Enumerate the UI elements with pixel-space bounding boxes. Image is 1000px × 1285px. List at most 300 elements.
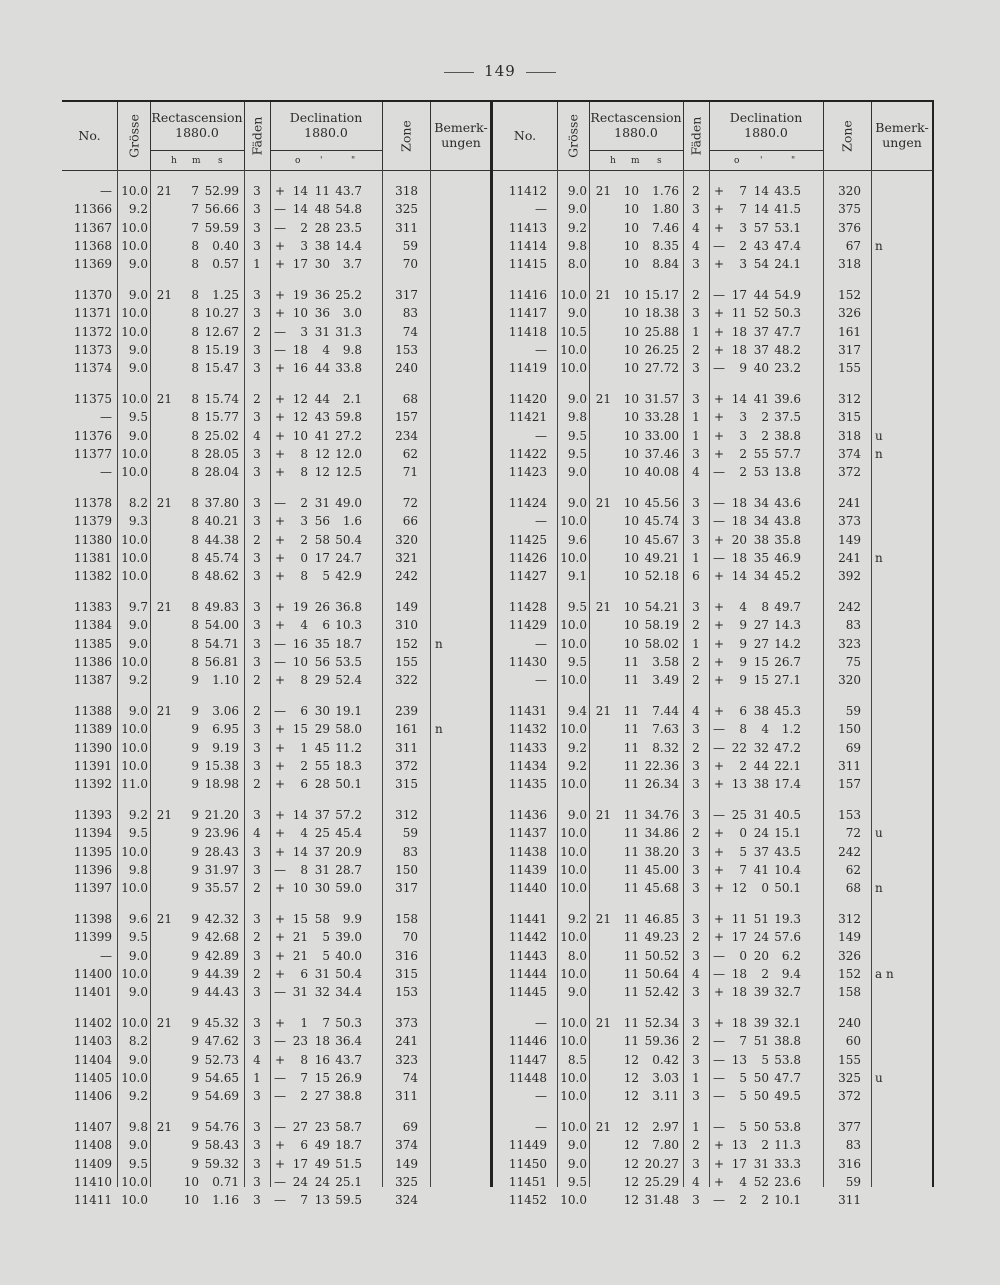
- cell-z: 59: [402, 826, 418, 841]
- row-group: [62, 286, 492, 390]
- cell-m: 9: [191, 1120, 199, 1134]
- cell-gr: 9.0: [567, 1156, 587, 1171]
- cell-dd: 6: [300, 966, 308, 981]
- table-row: [62, 1051, 492, 1069]
- cell-s: 3.03: [652, 1070, 679, 1085]
- table-row: [493, 702, 933, 720]
- cell-ds: 58.7: [335, 1120, 362, 1134]
- cell-sg: +: [713, 844, 725, 859]
- cell-m: 9: [191, 862, 199, 877]
- cell-ds: 54.9: [774, 288, 801, 302]
- cell-dd: 1: [300, 740, 308, 755]
- table-row: [493, 806, 933, 824]
- cell-m: 8: [191, 465, 199, 480]
- cell-f: 2: [692, 673, 700, 688]
- cell-f: 3: [253, 654, 261, 669]
- cell-ds: 54.8: [335, 202, 362, 217]
- cell-z: 242: [838, 600, 861, 614]
- cell-ds: 52.4: [335, 673, 362, 688]
- cell-gr: 11.0: [121, 777, 148, 792]
- cell-m: 8: [191, 654, 199, 669]
- cell-dm: 5: [322, 930, 330, 945]
- cell-dd: 1: [300, 1016, 308, 1030]
- cell-dd: 18: [731, 496, 747, 510]
- cell-m: 9: [191, 930, 199, 945]
- cell-dd: 22: [731, 740, 747, 755]
- cell-sg: +: [274, 569, 286, 584]
- cell-dd: 5: [739, 1089, 747, 1104]
- row-group: [62, 598, 492, 702]
- cell-gr: 10.0: [560, 342, 587, 357]
- cell-sg: —: [713, 722, 725, 737]
- cell-m: 8: [191, 428, 199, 443]
- cell-m: 9: [191, 740, 199, 755]
- table-row: [62, 1191, 492, 1209]
- table-row: [493, 824, 933, 842]
- cell-sg: +: [713, 654, 725, 669]
- cell-z: 323: [395, 1052, 418, 1067]
- cell-z: 242: [395, 569, 418, 584]
- cell-f: 3: [253, 1193, 261, 1208]
- cell-gr: 10.0: [560, 1120, 587, 1134]
- cell-s: 56.81: [204, 654, 239, 669]
- row-group: [62, 182, 492, 286]
- cell-z: 311: [838, 1193, 861, 1208]
- cell-z: 315: [395, 777, 418, 792]
- cell-z: 71: [402, 465, 418, 480]
- cell-gr: 10.0: [560, 1193, 587, 1208]
- cell-f: 3: [692, 202, 700, 217]
- cell-s: 1.80: [652, 202, 679, 217]
- table-row: [62, 616, 492, 634]
- cell-z: 59: [402, 238, 418, 253]
- table-row: [493, 739, 933, 757]
- table-row: [493, 983, 933, 1001]
- cell-ds: 49.5: [774, 1089, 801, 1104]
- cell-s: 59.32: [204, 1156, 239, 1171]
- cell-dd: 23: [292, 1034, 308, 1049]
- cell-f: 3: [253, 202, 261, 217]
- cell-gr: 10.0: [121, 392, 148, 406]
- cell-gr: 10.0: [560, 930, 587, 945]
- cell-gr: 9.0: [128, 1052, 148, 1067]
- cell-sg: —: [274, 342, 286, 357]
- cell-z: 155: [838, 361, 861, 376]
- cell-z: 321: [395, 550, 418, 565]
- cell-f: 3: [692, 257, 700, 272]
- cell-m: 11: [623, 912, 639, 926]
- cell-dd: 20: [731, 532, 747, 547]
- cell-no: 11449: [508, 1138, 547, 1153]
- cell-sg: +: [274, 948, 286, 963]
- cell-sg: —: [274, 1089, 286, 1104]
- cell-ds: 51.5: [335, 1156, 362, 1171]
- cell-f: 4: [692, 966, 700, 981]
- cell-no: 11376: [73, 428, 112, 443]
- cell-m: 8: [191, 532, 199, 547]
- cell-f: 3: [692, 722, 700, 737]
- cell-f: 3: [692, 808, 700, 822]
- cell-gr: 10.0: [121, 881, 148, 896]
- cell-m: 11: [623, 1034, 639, 1049]
- cell-m: 10: [623, 600, 639, 614]
- cell-s: 25.29: [644, 1174, 679, 1189]
- left-half-table: [62, 102, 492, 1208]
- table-row: [493, 494, 933, 512]
- cell-sg: —: [713, 465, 725, 480]
- cell-dm: 44: [753, 288, 769, 302]
- cell-s: 15.19: [204, 342, 239, 357]
- cell-ds: 15.1: [774, 826, 801, 841]
- cell-ds: 33.3: [774, 1156, 801, 1171]
- cell-gr: 10.0: [560, 618, 587, 633]
- cell-dd: 0: [300, 550, 308, 565]
- cell-s: 23.96: [204, 826, 239, 841]
- cell-gr: 8.2: [128, 1034, 148, 1049]
- cell-no: 11378: [73, 496, 112, 510]
- cell-sg: +: [713, 1174, 725, 1189]
- cell-dm: 52: [753, 306, 769, 321]
- table-row: [62, 512, 492, 530]
- table-row: [493, 910, 933, 928]
- cell-gr: 10.0: [121, 722, 148, 737]
- table-row: [62, 1087, 492, 1105]
- cell-dm: 29: [314, 722, 330, 737]
- table-row: [62, 323, 492, 341]
- cell-z: 59: [845, 1174, 861, 1189]
- cell-no: 11445: [508, 985, 547, 1000]
- cell-dm: 32: [314, 985, 330, 1000]
- cell-m: 11: [623, 704, 639, 718]
- cell-dm: 44: [314, 392, 330, 406]
- cell-b: n: [435, 636, 443, 651]
- table-row: [493, 237, 933, 255]
- header-faeden: [244, 102, 271, 170]
- cell-ds: 11.2: [335, 740, 362, 755]
- cell-z: 317: [395, 881, 418, 896]
- cell-dd: 10: [292, 428, 308, 443]
- cell-s: 25.02: [204, 428, 239, 443]
- cell-gr: 9.0: [128, 704, 148, 718]
- cell-m: 9: [191, 1156, 199, 1171]
- cell-z: 70: [402, 930, 418, 945]
- cell-ds: 47.7: [774, 324, 801, 339]
- cell-s: 18.98: [204, 777, 239, 792]
- right-half-table: [490, 102, 933, 1208]
- header-dec: [709, 102, 824, 170]
- table-row: [493, 445, 933, 463]
- cell-f: 2: [692, 288, 700, 302]
- cell-no: 11420: [508, 392, 547, 406]
- cell-s: 0.57: [212, 257, 239, 272]
- cell-s: 15.74: [204, 392, 239, 406]
- header-bemerkungen: [871, 120, 933, 150]
- cell-m: 11: [623, 740, 639, 755]
- header-bem: [430, 102, 492, 170]
- cell-sg: +: [274, 618, 286, 633]
- cell-dm: 2: [761, 410, 769, 425]
- cell-sg: +: [713, 220, 725, 235]
- cell-z: 150: [838, 722, 861, 737]
- cell-ds: 32.1: [774, 1016, 801, 1030]
- header-dec-title: [709, 110, 823, 140]
- table-row: [493, 947, 933, 965]
- cell-m: 8: [191, 446, 199, 461]
- cell-sg: +: [274, 532, 286, 547]
- cell-b: n: [875, 881, 883, 896]
- cell-m: 10: [623, 257, 639, 272]
- cell-f: 2: [253, 673, 261, 688]
- cell-f: 3: [692, 758, 700, 773]
- cell-s: 58.43: [204, 1138, 239, 1153]
- table-row: [493, 408, 933, 426]
- cell-dm: 2: [761, 1138, 769, 1153]
- cell-f: 1: [692, 1070, 700, 1085]
- cell-s: 33.28: [644, 410, 679, 425]
- header-dec-title: [270, 110, 382, 140]
- cell-f: 3: [253, 985, 261, 1000]
- cell-sg: +: [274, 758, 286, 773]
- cell-no: 11428: [508, 600, 547, 614]
- cell-f: 1: [692, 428, 700, 443]
- cell-m: 8: [191, 618, 199, 633]
- table-row: [493, 255, 933, 273]
- table-row: [62, 304, 492, 322]
- cell-ds: 50.4: [335, 532, 362, 547]
- cell-no: 11412: [508, 184, 547, 198]
- cell-dd: 7: [739, 862, 747, 877]
- cell-m: 11: [623, 1016, 639, 1030]
- cell-m: 8: [191, 306, 199, 321]
- cell-gr: 9.1: [567, 569, 587, 584]
- cell-f: 3: [253, 184, 261, 198]
- cell-z: 312: [838, 912, 861, 926]
- cell-f: 3: [692, 446, 700, 461]
- cell-f: 3: [253, 758, 261, 773]
- cell-ds: 38.8: [774, 1034, 801, 1049]
- cell-m: 9: [191, 1070, 199, 1085]
- row-group: [493, 702, 933, 806]
- cell-dm: 11: [314, 184, 330, 198]
- cell-dm: 34: [753, 496, 769, 510]
- cell-sg: +: [274, 912, 286, 926]
- cell-gr: 9.2: [567, 740, 587, 755]
- cell-z: 325: [838, 1070, 861, 1085]
- table-row: [493, 304, 933, 322]
- cell-no: 11391: [73, 758, 112, 773]
- cell-dd: 7: [739, 184, 747, 198]
- cell-m: 9: [191, 777, 199, 792]
- table-row: [62, 445, 492, 463]
- cell-z: 83: [845, 618, 861, 633]
- cell-s: 1.10: [212, 673, 239, 688]
- cell-s: 3.58: [652, 654, 679, 669]
- cell-s: 26.25: [644, 342, 679, 357]
- cell-f: 3: [692, 881, 700, 896]
- table-row: [493, 182, 933, 200]
- cell-h: 21: [156, 912, 172, 926]
- cell-f: 3: [253, 618, 261, 633]
- cell-ds: 53.8: [774, 1052, 801, 1067]
- cell-sg: +: [713, 428, 725, 443]
- cell-ds: 43.8: [774, 514, 801, 529]
- table-row: [62, 1118, 492, 1136]
- cell-dm: 41: [314, 428, 330, 443]
- cell-f: 4: [692, 704, 700, 718]
- cell-dd: 13: [731, 777, 747, 792]
- cell-h: 21: [156, 600, 172, 614]
- cell-m: 11: [623, 985, 639, 1000]
- cell-m: 8: [191, 636, 199, 651]
- cell-s: 3.06: [212, 704, 239, 718]
- cell-ds: 43.6: [774, 496, 801, 510]
- cell-dd: 2: [739, 1193, 747, 1208]
- cell-sg: +: [274, 966, 286, 981]
- cell-h: 21: [595, 808, 611, 822]
- cell-dd: 9: [739, 636, 747, 651]
- cell-dd: 21: [292, 930, 308, 945]
- cell-no: 11411: [73, 1193, 112, 1208]
- cell-z: 311: [395, 220, 418, 235]
- cell-m: 9: [191, 1138, 199, 1153]
- cell-gr: 10.0: [121, 844, 148, 859]
- cell-s: 7.46: [652, 220, 679, 235]
- cell-m: 10: [623, 618, 639, 633]
- header-groesse: [557, 102, 590, 170]
- cell-dd: 3: [739, 220, 747, 235]
- cell-z: 158: [395, 912, 418, 926]
- header-dec-name: Declination: [289, 110, 363, 125]
- cell-m: 10: [623, 428, 639, 443]
- header-ra-units: [589, 150, 683, 171]
- cell-dm: 53: [753, 465, 769, 480]
- cell-no: 11423: [508, 465, 547, 480]
- cell-m: 9: [191, 912, 199, 926]
- cell-no: 11399: [73, 930, 112, 945]
- cell-gr: 9.6: [567, 532, 587, 547]
- cell-sg: +: [713, 324, 725, 339]
- table-row: [62, 408, 492, 426]
- cell-gr: 9.5: [567, 428, 587, 443]
- cell-gr: 9.2: [128, 1089, 148, 1104]
- table-row: [493, 1155, 933, 1173]
- cell-no: —: [535, 342, 547, 357]
- cell-z: 149: [838, 532, 861, 547]
- cell-dd: 6: [300, 777, 308, 792]
- cell-ds: 45.4: [335, 826, 362, 841]
- cell-dm: 34: [753, 569, 769, 584]
- cell-m: 9: [191, 844, 199, 859]
- cell-sg: +: [713, 1016, 725, 1030]
- cell-s: 21.20: [204, 808, 239, 822]
- cell-gr: 9.0: [567, 306, 587, 321]
- cell-m: 8: [191, 324, 199, 339]
- cell-s: 1.76: [652, 184, 679, 198]
- cell-dm: 4: [761, 722, 769, 737]
- cell-s: 42.89: [204, 948, 239, 963]
- cell-gr: 10.0: [121, 1193, 148, 1208]
- cell-m: 11: [623, 722, 639, 737]
- cell-f: 2: [253, 777, 261, 792]
- cell-dm: 41: [753, 862, 769, 877]
- cell-dd: 6: [739, 704, 747, 718]
- cell-s: 45.74: [204, 550, 239, 565]
- cell-sg: +: [274, 844, 286, 859]
- cell-gr: 9.2: [567, 758, 587, 773]
- cell-dd: 9: [739, 361, 747, 376]
- cell-s: 37.46: [644, 446, 679, 461]
- cell-gr: 8.0: [567, 948, 587, 963]
- cell-ds: 26.9: [335, 1070, 362, 1085]
- cell-ds: 38.8: [335, 1089, 362, 1104]
- table-row: [62, 494, 492, 512]
- cell-dd: 18: [731, 342, 747, 357]
- cell-z: 153: [395, 342, 418, 357]
- cell-no: 11421: [508, 410, 547, 425]
- cell-dd: 10: [292, 306, 308, 321]
- cell-no: —: [535, 514, 547, 529]
- cell-s: 25.88: [644, 324, 679, 339]
- cell-f: 2: [253, 324, 261, 339]
- cell-f: 3: [692, 1089, 700, 1104]
- cell-sg: +: [713, 446, 725, 461]
- cell-no: 11381: [73, 550, 112, 565]
- table-row: [493, 653, 933, 671]
- cell-ds: 10.3: [335, 618, 362, 633]
- cell-dm: 31: [314, 966, 330, 981]
- cell-f: 2: [692, 1138, 700, 1153]
- table-row: [62, 702, 492, 720]
- cell-f: 6: [692, 569, 700, 584]
- cell-ds: 43.7: [335, 1052, 362, 1067]
- cell-gr: 10.0: [121, 966, 148, 981]
- table-row: [62, 567, 492, 585]
- cell-gr: 9.2: [567, 220, 587, 235]
- header-bem: [871, 102, 933, 170]
- cell-sg: +: [274, 1016, 286, 1030]
- cell-m: 9: [191, 808, 199, 822]
- cell-gr: 10.0: [560, 1070, 587, 1085]
- cell-gr: 9.5: [567, 446, 587, 461]
- cell-dd: 14: [731, 392, 747, 406]
- cell-dd: 2: [300, 496, 308, 510]
- header-groesse: [117, 102, 151, 170]
- cell-sg: —: [713, 948, 725, 963]
- cell-f: 2: [692, 740, 700, 755]
- cell-dm: 52: [753, 1174, 769, 1189]
- cell-z: 311: [838, 758, 861, 773]
- table-row: [62, 843, 492, 861]
- cell-no: 11418: [508, 324, 547, 339]
- cell-sg: —: [274, 1034, 286, 1049]
- cell-no: 11425: [508, 532, 547, 547]
- cell-sg: —: [274, 636, 286, 651]
- row-group: [62, 494, 492, 598]
- cell-s: 42.68: [204, 930, 239, 945]
- cell-dd: 11: [731, 306, 747, 321]
- cell-dm: 38: [753, 777, 769, 792]
- cell-z: 234: [395, 428, 418, 443]
- cell-no: —: [535, 1089, 547, 1104]
- cell-no: 11398: [73, 912, 112, 926]
- header-bemerkungen: [430, 120, 492, 150]
- cell-z: 68: [402, 392, 418, 406]
- cell-dd: 5: [739, 1070, 747, 1085]
- cell-no: 11435: [508, 777, 547, 792]
- cell-dd: 9: [739, 654, 747, 669]
- cell-dd: 14: [292, 202, 308, 217]
- cell-sg: +: [713, 1156, 725, 1171]
